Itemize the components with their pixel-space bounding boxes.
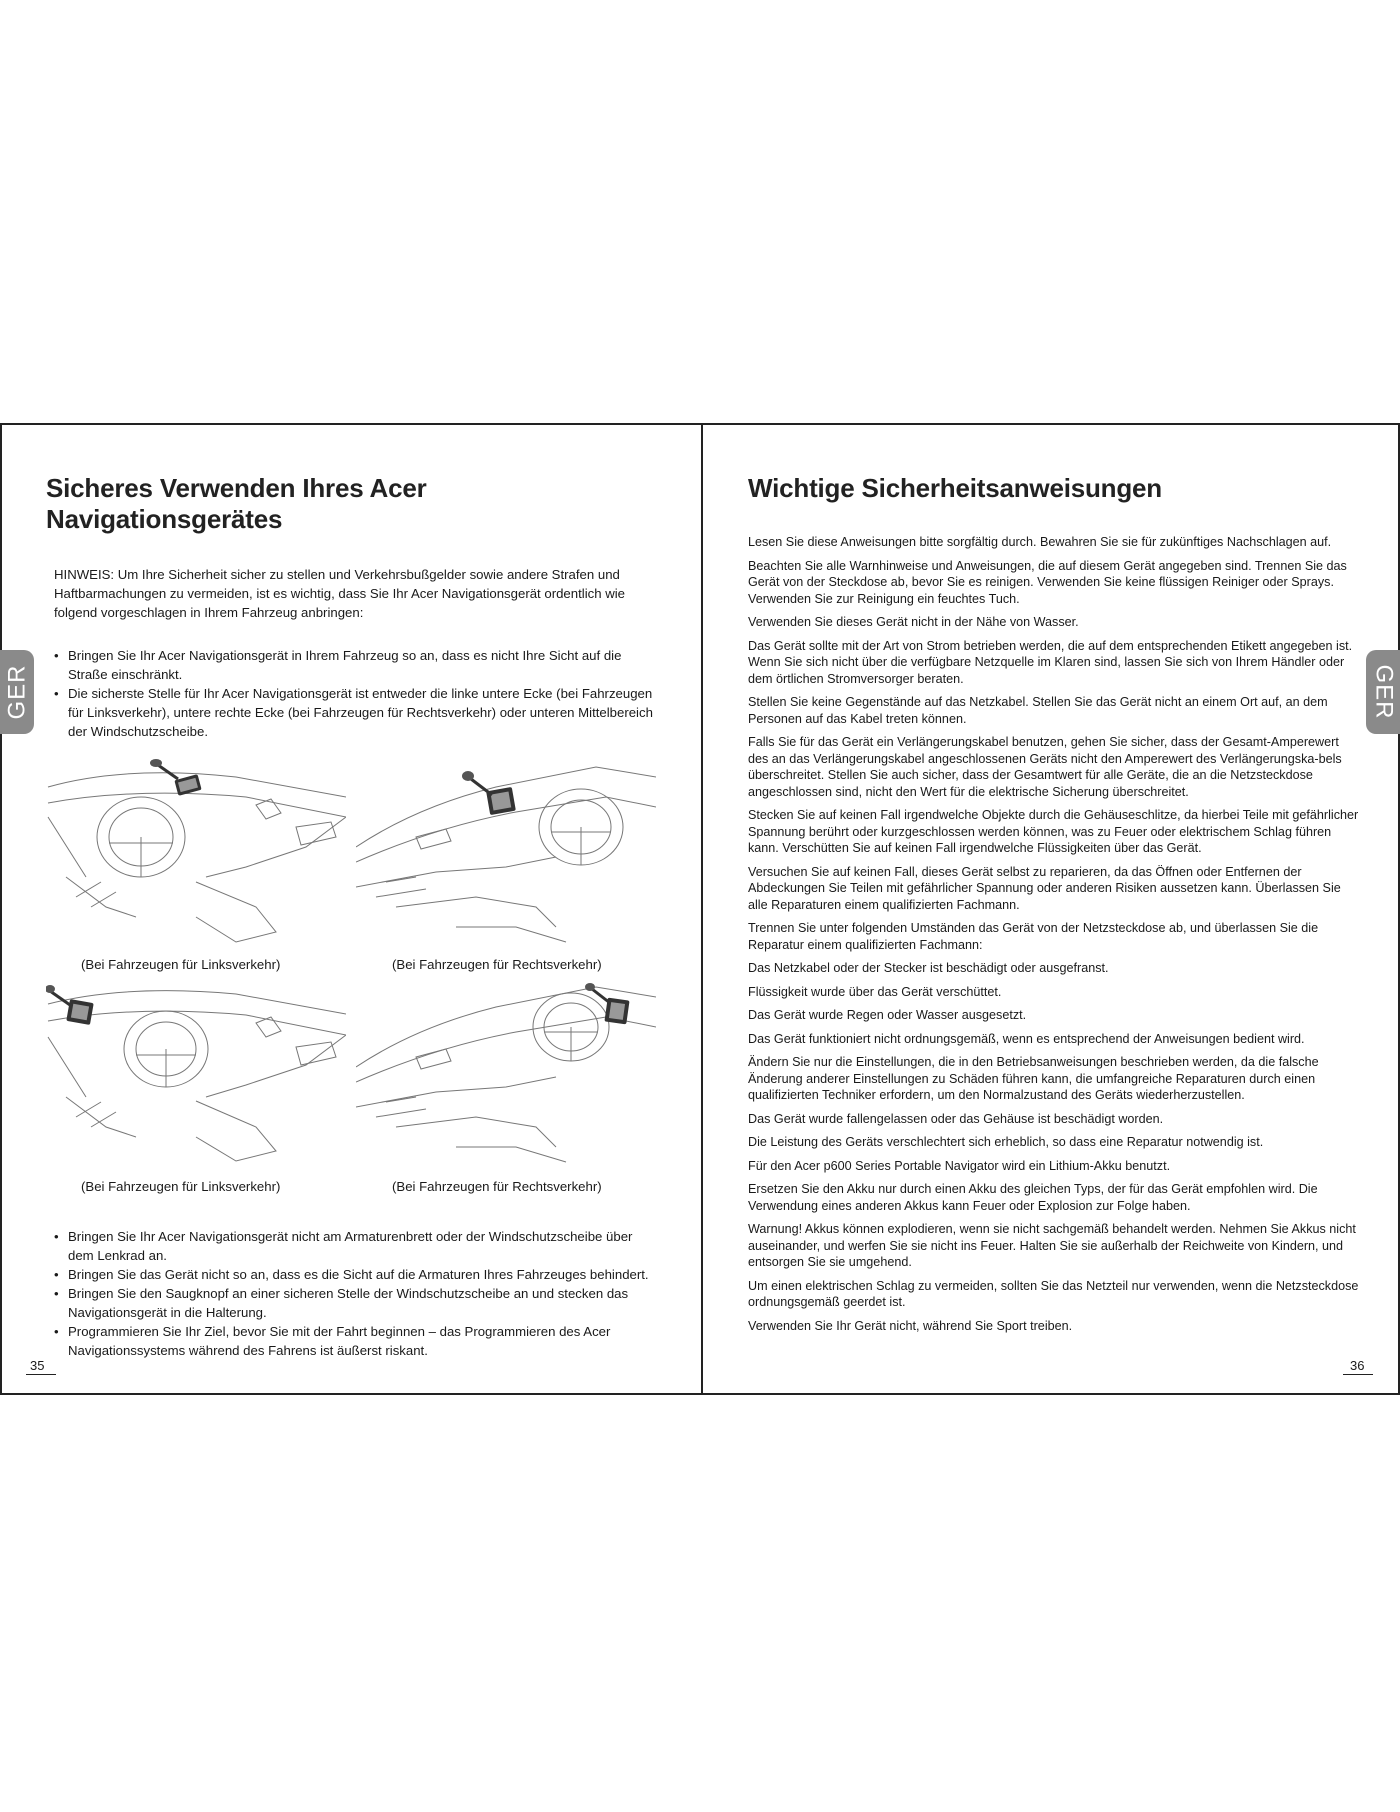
instruction-paragraph: Verwenden Sie Ihr Gerät nicht, während Sie Sport treiben.	[748, 1318, 1073, 1333]
instruction-paragraph: Stecken Sie auf keinen Fall irgendwelche Objekte durch die Gehäuseschlitze, da hierbei Teile mit gefährlicher Spannung berührt oder kurzgeschlossen werden können, was zu Feuer oder elektrischem Schlag führen kann. Verschütten Sie auf keinen Fall irgendwelche Flüssigkeiten über das Gerät.	[748, 808, 1359, 855]
page-title: Sicheres Verwenden Ihres Acer Navigationsgerätes	[46, 473, 427, 534]
instruction-paragraph: Das Gerät funktioniert nicht ordnungsgemäß, wenn es entsprechend der Anweisungen bedient wird.	[748, 1031, 1305, 1046]
manual-spread	[0, 423, 1400, 1395]
language-tab-label: GER	[1370, 664, 1398, 720]
page-number-rule	[26, 1374, 56, 1375]
instruction-paragraph: Um einen elektrischen Schlag zu vermeiden, sollten Sie das Netzteil nur verwenden, wenn die Netzsteckdose ordnungsgemäß geerdet ist.	[748, 1278, 1359, 1309]
list-item: • Programmieren Sie Ihr Ziel, bevor Sie mit der Fahrt beginnen – das Programmieren des Acer Navigationssystems während des Fahrens ist äußerst riskant.	[54, 1322, 656, 1360]
page-divider	[701, 425, 703, 1393]
instruction-paragraph: Stellen Sie keine Gegenstände auf das Netzkabel. Stellen Sie das Gerät nicht an einem Ort auf, an dem Personen auf das Kabel treten können.	[748, 695, 1328, 726]
figure-caption: (Bei Fahrzeugen für Rechtsverkehr)	[392, 1179, 602, 1194]
instruction-paragraph: Für den Acer p600 Series Portable Navigator wird ein Lithium-Akku benutzt.	[748, 1158, 1171, 1173]
instruction-paragraph: Das Gerät wurde Regen oder Wasser ausgesetzt.	[748, 1008, 1027, 1022]
right-page	[748, 473, 1360, 1341]
instruction-paragraph: Trennen Sie unter folgenden Umständen das Gerät von der Netzsteckdose ab, und überlassen Sie die Reparatur einem qualifizierten Fachmann:	[748, 921, 1319, 952]
mounting-tips-list	[46, 646, 656, 741]
list-item: • Bringen Sie das Gerät nicht so an, dass es die Sicht auf die Armaturen Ihres Fahrzeuges behindert.	[54, 1265, 656, 1284]
list-item: • Die sicherste Stelle für Ihr Acer Navigationsgerät ist entweder die linke untere Ecke (bei Fahrzeugen für Linksverkehr), untere rechte Ecke (bei Fahrzeugen für Rechtsverkehr) oder unteren Mittelbereich der Windschutzscheibe.	[54, 684, 656, 741]
list-item: • Bringen Sie Ihr Acer Navigationsgerät nicht am Armaturenbrett oder der Windschutzscheibe über dem Lenkrad an.	[54, 1227, 656, 1265]
left-page	[46, 473, 656, 1360]
instruction-paragraph: Ersetzen Sie den Akku nur durch einen Akku des gleichen Typs, der für das Gerät empfohlen wird. Die Verwendung eines anderen Akkus kann Feuer oder Explosion zur Folge haben.	[748, 1182, 1318, 1213]
page-number-rule	[1343, 1374, 1373, 1375]
language-tab-left	[0, 650, 34, 734]
figure-caption: (Bei Fahrzeugen für Linksverkehr)	[81, 957, 281, 972]
instruction-paragraph: Das Netzkabel oder der Stecker ist beschädigt oder ausgefranst.	[748, 961, 1109, 975]
page-number: 36	[1350, 1358, 1365, 1373]
instruction-paragraph: Beachten Sie alle Warnhinweise und Anweisungen, die auf diesem Gerät angegeben sind. Trennen Sie das Gerät von der Steckdose ab, bevor Sie es reinigen. Verwenden Sie keine flüssigen Reiniger oder Sprays. Verwenden Sie zur Reinigung ein feuchtes Tuch.	[748, 558, 1347, 606]
language-tab-label: GER	[3, 664, 31, 720]
instruction-paragraph: Falls Sie für das Gerät ein Verlängerungskabel benutzen, gehen Sie sicher, dass der Gesamt-Amperewert des an das Verlängerungskabel angeschlossenen Geräts nicht den Amperewert des Verlängerungska-bels überschreitet. Stellen Sie auch sicher, dass der Gesamtwert für alle Geräte, die an die Netzsteckdose angeschlossen sind, nicht den Wert für die elektrische Sicherung überschreitet.	[748, 735, 1342, 799]
car-illustration-left-hand-drive	[46, 979, 346, 1169]
safety-instructions	[748, 534, 1360, 1334]
instruction-paragraph: Die Leistung des Geräts verschlechtert sich erheblich, so dass eine Reparatur notwendig ist.	[748, 1135, 1264, 1149]
instruction-paragraph: Lesen Sie diese Anweisungen bitte sorgfältig durch. Bewahren Sie sie für zukünftiges Nachschlagen auf.	[748, 535, 1332, 549]
language-tab-right	[1366, 650, 1400, 734]
list-item: • Bringen Sie den Saugknopf an einer sicheren Stelle der Windschutzscheibe an und stecken das Navigationsgerät in die Halterung.	[54, 1284, 656, 1322]
instruction-paragraph: Ändern Sie nur die Einstellungen, die in den Betriebsanweisungen beschrieben werden, da die falsche Änderung anderer Einstellungen zu Schäden führen kann, die umfangreiche Reparaturen durch einen qualifizierten Techniker erfordern, um den Normalzustand des Geräts wiederherzustellen.	[748, 1055, 1319, 1102]
page-number: 35	[30, 1358, 45, 1373]
page-title: Wichtige Sicherheitsanweisungen	[748, 473, 1162, 503]
mounting-warnings-list	[46, 1227, 656, 1360]
list-item: • Bringen Sie Ihr Acer Navigationsgerät in Ihrem Fahrzeug so an, dass es nicht Ihre Sicht auf die Straße einschränkt.	[54, 646, 656, 684]
figure-caption: (Bei Fahrzeugen für Linksverkehr)	[81, 1179, 281, 1194]
car-illustration-right-hand-drive	[356, 979, 656, 1169]
car-illustration-left-hand-drive	[46, 757, 346, 947]
mounting-illustrations	[46, 757, 656, 1207]
spread-left-border	[0, 425, 2, 1393]
instruction-paragraph: Verwenden Sie dieses Gerät nicht in der Nähe von Wasser.	[748, 615, 1079, 629]
instruction-paragraph: Flüssigkeit wurde über das Gerät verschüttet.	[748, 984, 1002, 999]
instruction-paragraph: Versuchen Sie auf keinen Fall, dieses Gerät selbst zu reparieren, da das Öffnen oder Entfernen der Abdeckungen Sie Teilen mit gefährlicher Spannung oder anderen Risiken aussetzen kann. Überlassen Sie alle Reparaturen einem qualifizierten Fachmann.	[748, 864, 1341, 912]
figure-caption: (Bei Fahrzeugen für Rechtsverkehr)	[392, 957, 602, 972]
instruction-paragraph: Warnung! Akkus können explodieren, wenn sie nicht sachgemäß behandelt werden. Nehmen Sie Akkus nicht auseinander, und werfen Sie sie nicht ins Feuer. Halten Sie sie außerhalb der Reichweite von Kindern, und entsorgen Sie sie umgehend.	[748, 1222, 1356, 1269]
car-illustration-right-hand-drive	[356, 757, 656, 947]
instruction-paragraph: Das Gerät sollte mit der Art von Strom betrieben werden, die auf dem entsprechenden Etikett angegeben ist. Wenn Sie sich nicht über die verfügbare Netzquelle im Klaren sind, lassen Sie sich von Ihrem Händler oder dem örtlichen Stromversorger beraten.	[748, 638, 1353, 686]
instruction-paragraph: Das Gerät wurde fallengelassen oder das Gehäuse ist beschädigt worden.	[748, 1111, 1164, 1126]
note-paragraph: HINWEIS: Um Ihre Sicherheit sicher zu stellen und Verkehrsbußgelder sowie andere Strafen und Haftbarmachungen zu vermeiden, ist es wichtig, dass Sie Ihr Acer Navigationsgerät ordentlich wie folgend vorgeschlagen in Ihrem Fahrzeug anbringen:	[54, 567, 626, 620]
